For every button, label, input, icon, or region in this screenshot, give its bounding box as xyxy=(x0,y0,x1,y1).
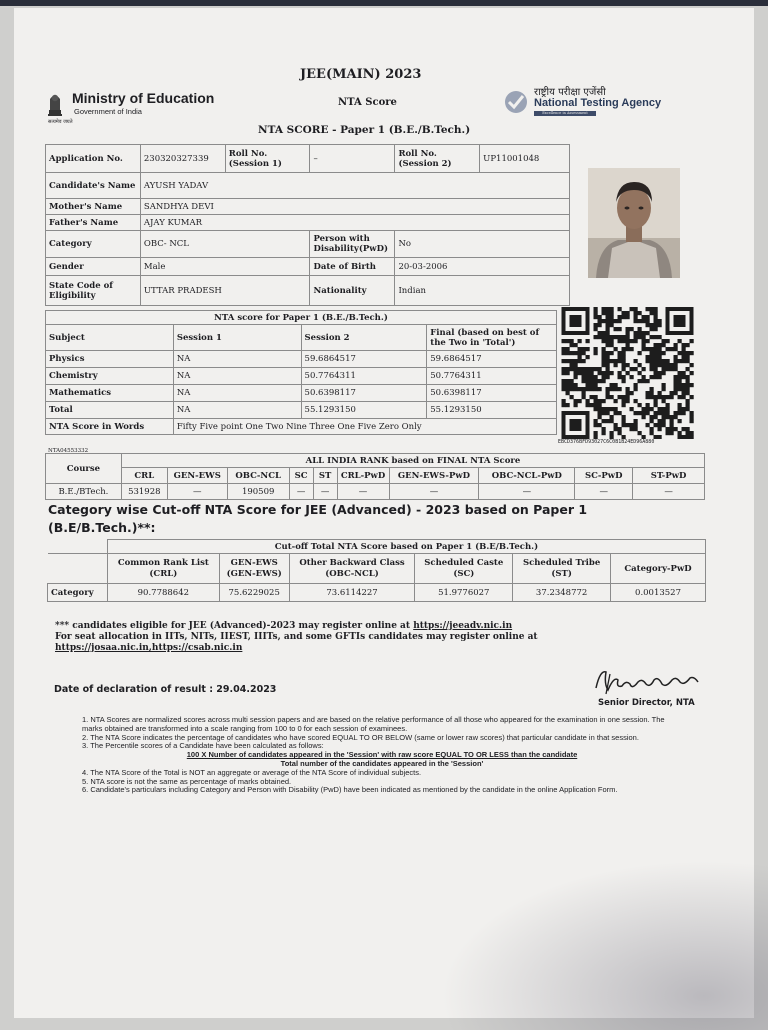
final-cell: 50.7764311 xyxy=(427,368,557,385)
father-name-value: AJAY KUMAR xyxy=(140,215,569,231)
candidate-photo xyxy=(588,168,680,278)
exam-title: JEE(MAIN) 2023 xyxy=(300,67,422,82)
note-1: 1. NTA Scores are normalized scores across multi session papers and are based on the relative performance of all those who appeared for the examination in one session. The marks obtained are transformed into a scale ranging from 100 to 0 for each session of examinees. xyxy=(82,715,665,733)
category-label: Category xyxy=(46,231,141,258)
rank-header-sc-pwd: SC-PwD xyxy=(575,468,633,484)
jeeadv-link[interactable]: https://jeeadv.nic.in xyxy=(413,621,513,631)
ministry-subtitle: Government of India xyxy=(74,107,142,116)
session1-cell: NA xyxy=(173,402,301,419)
table-row xyxy=(46,402,557,419)
rank-st-pwd: — xyxy=(633,484,705,500)
roll2-label: Roll No. (Session 2) xyxy=(395,145,480,173)
subject-cell: Physics xyxy=(46,351,174,368)
cutoff-header-pwd: Category-PwD xyxy=(611,554,706,584)
pwd-value: No xyxy=(395,231,570,258)
subject-cell: Chemistry xyxy=(46,368,174,385)
cutoff-header-sc: Scheduled Caste (SC) xyxy=(415,554,513,584)
roll2-value: UP11001048 xyxy=(480,145,570,173)
cutoff-header-st: Scheduled Tribe (ST) xyxy=(513,554,611,584)
score-words-label: NTA Score in Words xyxy=(46,419,174,435)
rank-crl-pwd: — xyxy=(337,484,389,500)
note-4: 4. The NTA Score of the Total is NOT an aggregate or average of the NTA Score of individual subjects. xyxy=(82,767,422,777)
rank-gen-ews-pwd: — xyxy=(389,484,479,500)
session1-cell: NA xyxy=(173,368,301,385)
note-5: 5. NTA score is not the same as percentage of marks obtained. xyxy=(82,776,292,786)
candidate-name-label: Candidate's Name xyxy=(46,173,141,199)
note-3: 3. The Percentile scores of a Candidate have been calculated as follows: xyxy=(82,741,324,751)
rank-st: — xyxy=(313,484,337,500)
session2-cell: 59.6864517 xyxy=(301,351,427,368)
notes-list xyxy=(82,716,682,795)
cutoff-pwd: 0.0013527 xyxy=(611,584,706,602)
cutoff-crl: 90.7788642 xyxy=(107,584,219,602)
national-emblem-icon xyxy=(46,90,64,118)
rank-obc-ncl: 190509 xyxy=(227,484,289,500)
rank-obc-ncl-pwd: — xyxy=(479,484,575,500)
rank-header-st: ST xyxy=(313,468,337,484)
subject-cell: Total xyxy=(46,402,174,419)
roll1-label: Roll No. (Session 1) xyxy=(225,145,310,173)
final-cell: 50.6398117 xyxy=(427,385,557,402)
final-cell: 59.6864517 xyxy=(427,351,557,368)
nta-tagline: Excellence in Assessment xyxy=(534,111,596,116)
photo-shadow xyxy=(440,860,768,1030)
nationality-value: Indian xyxy=(395,276,570,306)
table-row xyxy=(46,385,557,402)
cutoff-sc: 51.9776027 xyxy=(415,584,513,602)
cutoff-st: 37.2348772 xyxy=(513,584,611,602)
cutoff-table xyxy=(47,539,706,602)
doc-subtitle: NTA Score xyxy=(338,97,397,108)
rank-crl: 531928 xyxy=(121,484,167,500)
formula-denominator: Total number of the candidates appeared in the 'Session' xyxy=(280,758,484,768)
eligibility-line1: *** candidates eligible for JEE (Advanced)-2023 may register online at xyxy=(55,621,414,631)
rank-table-title: ALL INDIA RANK based on FINAL NTA Score xyxy=(121,454,704,468)
declaration-date: Date of declaration of result : 29.04.2023 xyxy=(54,684,277,695)
note-2: 2. The NTA Score indicates the percentage of candidates who have scored EQUAL TO OR BELOW (same or lower raw scores) that particular candidate in that session. xyxy=(82,732,639,742)
nta-logo-icon xyxy=(503,89,529,115)
cutoff-header-obc-ncl: Other Backward Class (OBC-NCL) xyxy=(289,554,415,584)
final-cell: 55.1293150 xyxy=(427,402,557,419)
table-row xyxy=(46,368,557,385)
rank-table xyxy=(45,453,705,500)
application-no-label: Application No. xyxy=(46,145,141,173)
rank-header-gen-ews-pwd: GEN-EWS-PwD xyxy=(389,468,479,484)
rank-header-crl: CRL xyxy=(121,468,167,484)
table-row xyxy=(48,584,706,602)
session2-cell: 55.1293150 xyxy=(301,402,427,419)
rank-gen-ews: — xyxy=(167,484,227,500)
paper-title: NTA SCORE - Paper 1 (B.E./B.Tech.) xyxy=(258,124,471,136)
score-table xyxy=(45,310,557,435)
session1-cell: NA xyxy=(173,351,301,368)
session2-cell: 50.7764311 xyxy=(301,368,427,385)
roll1-value: – xyxy=(310,145,395,173)
nta-name: National Testing Agency xyxy=(534,97,662,109)
top-edge-strip xyxy=(0,0,768,6)
eligibility-note xyxy=(55,621,615,654)
cutoff-header-crl: Common Rank List (CRL) xyxy=(107,554,219,584)
signature xyxy=(592,666,702,698)
cutoff-gen-ews: 75.6229025 xyxy=(219,584,289,602)
dob-value: 20-03-2006 xyxy=(395,258,570,276)
col-final: Final (based on best of the Two in 'Total') xyxy=(427,325,557,351)
table-row xyxy=(46,351,557,368)
qr-code-text: EBCD376BFD93027C6C0B1B24ED96A880 xyxy=(558,439,655,445)
formula-numerator: 100 X Number of candidates appeared in the 'Session' with raw score EQUAL TO OR LESS than the candidate xyxy=(186,750,578,760)
dob-label: Date of Birth xyxy=(310,258,395,276)
state-value: UTTAR PRADESH xyxy=(140,276,310,306)
cutoff-heading: Category wise Cut-off NTA Score for JEE (Advanced) - 2023 based on Paper 1 (B.E/B.Tech.)**: xyxy=(48,502,588,535)
rank-sc: — xyxy=(289,484,313,500)
candidate-name-value: AYUSH YADAV xyxy=(140,173,569,199)
signatory-title: Senior Director, NTA xyxy=(598,698,695,708)
rank-header-crl-pwd: CRL-PwD xyxy=(337,468,389,484)
category-value: OBC- NCL xyxy=(140,231,310,258)
state-label: State Code of Eligibility xyxy=(46,276,141,306)
rank-header-obc-ncl-pwd: OBC-NCL-PwD xyxy=(479,468,575,484)
nationality-label: Nationality xyxy=(310,276,395,306)
table-row xyxy=(46,484,705,500)
cutoff-header-gen-ews: GEN-EWS (GEN-EWS) xyxy=(219,554,289,584)
application-no-value: 230320327339 xyxy=(140,145,225,173)
emblem-caption: सत्यमेव जयते xyxy=(48,119,73,125)
cutoff-table-title: Cut-off Total NTA Score based on Paper 1 (B.E/B.Tech.) xyxy=(107,540,705,554)
rank-header-sc: SC xyxy=(289,468,313,484)
score-words-value: Fifty Five point One Two Nine Three One Five Zero Only xyxy=(173,419,556,435)
gender-label: Gender xyxy=(46,258,141,276)
rank-header-st-pwd: ST-PwD xyxy=(633,468,705,484)
qr-code-icon xyxy=(557,307,698,439)
rank-header-obc-ncl: OBC-NCL xyxy=(227,468,289,484)
col-subject: Subject xyxy=(46,325,174,351)
cutoff-obc-ncl: 73.6114227 xyxy=(289,584,415,602)
pwd-label: Person with Disability(PwD) xyxy=(310,231,395,258)
father-name-label: Father's Name xyxy=(46,215,141,231)
roll-reference: NTA04553332 xyxy=(48,448,89,454)
note-6: 6. Candidate's particulars including Category and Person with Disability (PwD) have been indicated as mentioned by the candidate in the online Application Form. xyxy=(82,785,618,795)
col-session1: Session 1 xyxy=(173,325,301,351)
gender-value: Male xyxy=(140,258,310,276)
nta-hindi-name: राष्ट्रीय परीक्षा एजेंसी xyxy=(534,87,606,98)
rank-header-gen-ews: GEN-EWS xyxy=(167,468,227,484)
josaa-csab-link[interactable]: https://josaa.nic.in,https://csab.nic.in xyxy=(55,643,243,653)
subject-cell: Mathematics xyxy=(46,385,174,402)
mother-name-value: SANDHYA DEVI xyxy=(140,199,569,215)
score-table-title: NTA score for Paper 1 (B.E./B.Tech.) xyxy=(46,311,557,325)
col-session2: Session 2 xyxy=(301,325,427,351)
cutoff-row-label: Category xyxy=(48,584,108,602)
course-value: B.E./BTech. xyxy=(46,484,122,500)
eligibility-line2: For seat allocation in IITs, NITs, IIEST, IIITs, and some GFTIs candidates may register online at xyxy=(55,632,538,642)
ministry-title: Ministry of Education xyxy=(72,90,215,106)
session1-cell: NA xyxy=(173,385,301,402)
course-label: Course xyxy=(46,454,122,484)
mother-name-label: Mother's Name xyxy=(46,199,141,215)
candidate-details-table xyxy=(45,144,570,306)
rank-sc-pwd: — xyxy=(575,484,633,500)
session2-cell: 50.6398117 xyxy=(301,385,427,402)
